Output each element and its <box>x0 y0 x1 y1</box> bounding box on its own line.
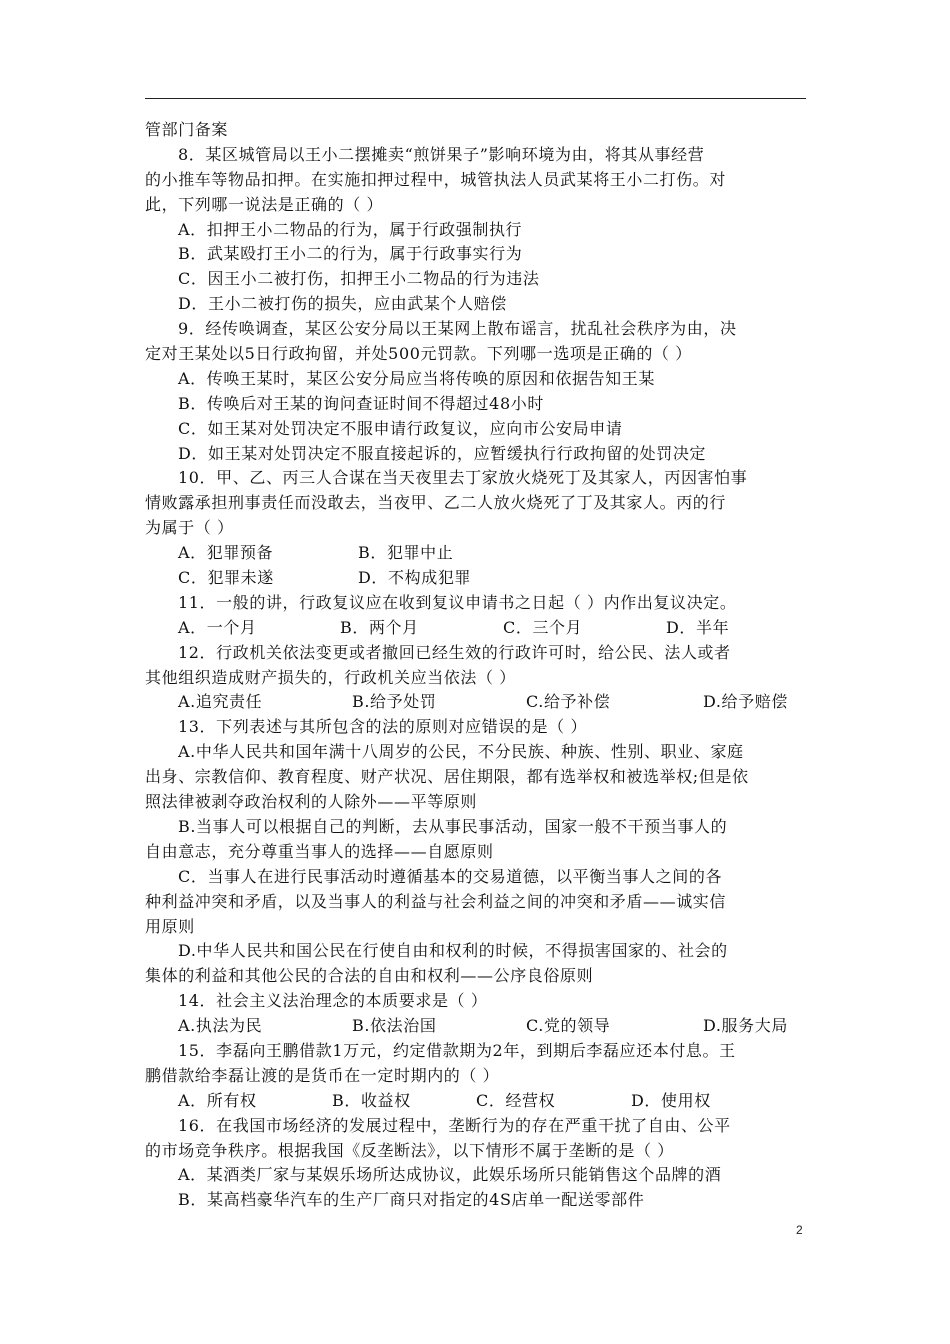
option: B．犯罪中止 <box>358 543 454 563</box>
text-line: 此，下列哪一说法是正确的（ ） <box>145 194 384 214</box>
option-line: C．当事人在进行民事活动时遵循基本的交易道德，以平衡当事人之间的各 <box>178 866 723 886</box>
question-12-stem: 12．行政机关依法变更或者撤回已经生效的行政许可时，给公民、法人或者 <box>178 642 731 662</box>
option: D．不构成犯罪 <box>358 568 472 588</box>
option-line: D．如王某对处罚决定不服直接起诉的，应暂缓执行行政拘留的处罚决定 <box>178 443 707 463</box>
text-line: 鹏借款给李磊让渡的是货币在一定时期内的（ ） <box>145 1065 500 1085</box>
text-line: 出身、宗教信仰、教育程度、财产状况、居住期限，都有选举权和被选举权;但是依 <box>145 767 749 787</box>
option: B.依法治国 <box>352 1016 437 1036</box>
question-14-stem: 14．社会主义法治理念的本质要求是（ ） <box>178 991 488 1011</box>
text-line: 种利益冲突和矛盾，以及当事人的利益与社会利益之间的冲突和矛盾——诚实信 <box>145 891 727 911</box>
question-10-stem: 10．甲、乙、丙三人合谋在当天夜里去丁家放火烧死丁及其家人，丙因害怕事 <box>178 468 748 488</box>
option-line: C．如王某对处罚决定不服申请行政复议，应向市公安局申请 <box>178 418 623 438</box>
option-line: A．某酒类厂家与某娱乐场所达成协议，此娱乐场所只能销售这个品牌的酒 <box>178 1165 722 1185</box>
option: D.给予赔偿 <box>703 692 788 712</box>
page-body <box>145 118 810 1213</box>
option-line: B．某高档豪华汽车的生产厂商只对指定的4S店单一配送零部件 <box>178 1190 645 1210</box>
text-line: 用原则 <box>145 916 195 936</box>
option-line: A．扣押王小二物品的行为，属于行政强制执行 <box>178 219 523 239</box>
option-line: C．因王小二被打伤，扣押王小二物品的行为违法 <box>178 269 540 289</box>
text-line: 为属于（ ） <box>145 518 234 538</box>
option: C．经营权 <box>476 1090 556 1110</box>
option-line: B.当事人可以根据自己的判断，去从事民事活动，国家一般不干预当事人的 <box>178 816 728 836</box>
question-8-stem: 8．某区城管局以王小二摆摊卖“煎饼果子”影响环境为由，将其从事经营 <box>178 144 705 164</box>
option-row <box>145 541 810 566</box>
option: C.给予补偿 <box>526 692 611 712</box>
option-row <box>145 1014 810 1039</box>
text-line: 自由意志，充分尊重当事人的选择——自愿原则 <box>145 841 494 861</box>
option: A.追究责任 <box>178 692 263 712</box>
question-11-stem: 11．一般的讲，行政复议应在收到复议申请书之日起（ ）内作出复议决定。 <box>178 592 737 612</box>
option-line: D．王小二被打伤的损失，应由武某个人赔偿 <box>178 294 507 314</box>
header-rule <box>145 98 806 99</box>
option-row <box>145 566 810 591</box>
option: D.服务大局 <box>703 1016 788 1036</box>
text-line: 集体的利益和其他公民的合法的自由和权利——公序良俗原则 <box>145 966 594 986</box>
option-line: D.中华人民共和国公民在行使自由和权利的时候，不得损害国家的、社会的 <box>178 941 728 961</box>
option: D．半年 <box>666 617 730 637</box>
option-row <box>145 1089 810 1114</box>
option: B．两个月 <box>340 617 419 637</box>
page-number: 2 <box>796 1223 803 1237</box>
text-line: 其他组织造成财产损失的，行政机关应当依法（ ） <box>145 667 516 687</box>
question-16-stem: 16．在我国市场经济的发展过程中，垄断行为的存在严重干扰了自由、公平 <box>178 1115 731 1135</box>
option: B．收益权 <box>332 1090 411 1110</box>
option: A．所有权 <box>178 1090 257 1110</box>
question-13-stem: 13．下列表述与其所包含的法的原则对应错误的是（ ） <box>178 717 588 737</box>
option: A.执法为民 <box>178 1016 263 1036</box>
option: A．一个月 <box>178 617 257 637</box>
option: C．犯罪未遂 <box>178 568 274 588</box>
text-line: 定对王某处以5日行政拘留，并处500元罚款。下列哪一选项是正确的（ ） <box>145 344 692 364</box>
option-line: A.中华人民共和国年满十八周岁的公民，不分民族、种族、性别、职业、家庭 <box>178 742 744 762</box>
question-15-stem: 15．李磊向王鹏借款1万元，约定借款期为2年，到期后李磊应还本付息。王 <box>178 1040 736 1060</box>
question-9-stem: 9．经传唤调查，某区公安分局以王某网上散布谣言，扰乱社会秩序为由，决 <box>178 319 737 339</box>
text-line: 情败露承担刑事责任而没敢去，当夜甲、乙二人放火烧死了丁及其家人。丙的行 <box>145 493 727 513</box>
text-line: 管部门备案 <box>145 120 229 139</box>
option-line: B．武某殴打王小二的行为，属于行政事实行为 <box>178 244 523 264</box>
option-line: A．传唤王某时，某区公安分局应当将传唤的原因和依据告知王某 <box>178 368 655 388</box>
option: C.党的领导 <box>526 1016 611 1036</box>
text-line: 照法律被剥夺政治权利的人除外——平等原则 <box>145 792 478 812</box>
option: A．犯罪预备 <box>178 543 274 563</box>
option-line: B．传唤后对王某的询问查证时间不得超过48小时 <box>178 393 544 413</box>
option: D．使用权 <box>631 1090 711 1110</box>
option-row <box>145 616 810 641</box>
option: B.给予处罚 <box>352 692 437 712</box>
option-row <box>145 690 810 715</box>
text-line: 的小推车等物品扣押。在实施扣押过程中，城管执法人员武某将王小二打伤。对 <box>145 169 727 189</box>
text-line: 的市场竞争秩序。根据我国《反垄断法》，以下情形不属于垄断的是（ ） <box>145 1140 674 1160</box>
option: C．三个月 <box>503 617 583 637</box>
